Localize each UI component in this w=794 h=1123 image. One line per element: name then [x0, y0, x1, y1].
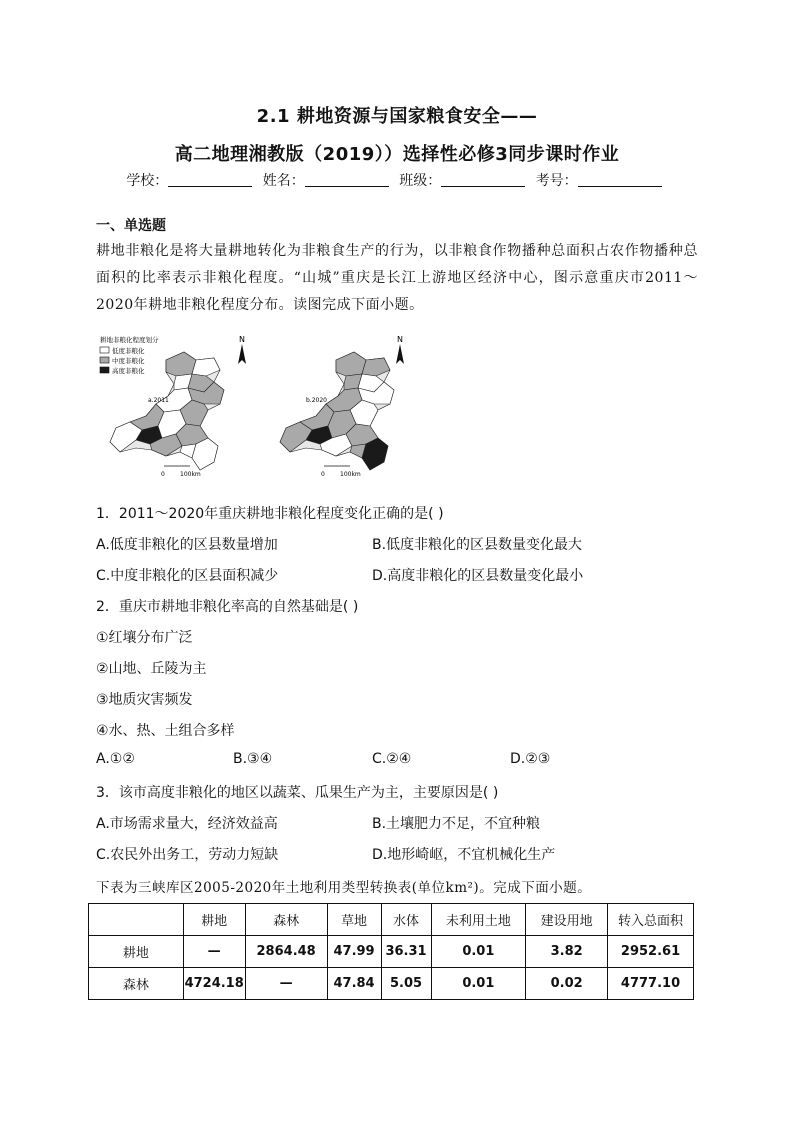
class-label: 班级： [399, 173, 442, 189]
title-line-2: 高二地理湘教版（2019））选择性必修3同步课时作业 [174, 144, 620, 165]
legend-swatch-high [100, 367, 109, 373]
q3-option-b[interactable]: B.土壤肥力不足，不宜种粮 [372, 816, 541, 832]
q2-option-d[interactable]: D.②③ [510, 751, 551, 767]
table-header-cell: 森林 [245, 904, 327, 936]
question-2-stem: 2．重庆市耕地非粮化率高的自然基础是( ) [96, 599, 359, 615]
student-info-row [0, 170, 794, 190]
legend-label-high: 高度非粮化 [112, 367, 145, 375]
school-blank [168, 172, 252, 187]
table-header-cell: 建设用地 [526, 904, 608, 936]
q1-option-c[interactable]: C.中度非粮化的区县面积减少 [96, 568, 279, 584]
legend-swatch-mid [100, 357, 109, 363]
question-3-stem: 3．该市高度非粮化的地区以蔬菜、瓜果生产为主，主要原因是( ) [96, 785, 499, 801]
q1-option-b[interactable]: B.低度非粮化的区县数量变化最大 [372, 537, 583, 553]
legend-label-mid: 中度非粮化 [112, 357, 145, 365]
table-row [89, 968, 694, 1000]
table-cell: 3.82 [526, 936, 608, 968]
q2-statement-3: ③地质灾害频发 [96, 692, 193, 708]
chongqing-map-figure [96, 330, 426, 480]
q2-statement-1: ①红壤分布广泛 [96, 630, 193, 646]
scale-zero-a: 0 [161, 471, 165, 478]
table-cell: 36.31 [381, 936, 431, 968]
table-cell: 0.01 [431, 936, 526, 968]
north-arrow-icon [396, 344, 404, 364]
table-header-cell: 水体 [381, 904, 431, 936]
map-b-label: b.2020 [306, 397, 327, 404]
reading-passage: 耕地非粮化是将大量耕地转化为非粮食生产的行为，以非粮食作物播种总面积占农作物播种总面积的比率表示非粮化程度。“山城”重庆是长江上游地区经济中心，图示意重庆市2011～2020年耕地非粮化程度分布。读图完成下面小题。 [96, 243, 698, 313]
q2-option-a[interactable]: A.①② [96, 751, 135, 767]
section-title: 一、单选题 [96, 218, 166, 234]
table-cell: 森林 [89, 968, 184, 1000]
school-label: 学校： [126, 173, 169, 189]
q2-option-b[interactable]: B.③④ [233, 751, 273, 767]
name-label: 姓名： [262, 173, 305, 189]
table-cell: 4777.10 [608, 968, 694, 1000]
title-line-1: 2.1 耕地资源与国家粮食安全—— [256, 106, 538, 127]
question-1-stem: 1．2011～2020年重庆耕地非粮化程度变化正确的是( ) [96, 506, 444, 522]
scale-label-a: 100km [180, 471, 201, 478]
scale-label-b: 100km [340, 471, 361, 478]
q1-option-d[interactable]: D.高度非粮化的区县数量变化最小 [372, 568, 584, 584]
table-intro: 下表为三峡库区2005-2020年土地利用类型转换表(单位km²)。完成下面小题。 [96, 880, 592, 896]
table-cell: 0.02 [526, 968, 608, 1000]
q3-option-c[interactable]: C.农民外出务工，劳动力短缺 [96, 847, 279, 863]
table-header-cell: 耕地 [183, 904, 245, 936]
table-header-cell: 未利用土地 [431, 904, 526, 936]
north-label-a: N [239, 335, 245, 344]
legend-swatch-low [100, 347, 109, 353]
table-cell: — [245, 968, 327, 1000]
q1-option-a[interactable]: A.低度非粮化的区县数量增加 [96, 537, 278, 553]
class-blank [441, 172, 525, 187]
map-2020 [280, 352, 394, 470]
q2-option-c[interactable]: C.②④ [372, 751, 412, 767]
table-cell: 2864.48 [245, 936, 327, 968]
table-cell: 47.99 [327, 936, 381, 968]
table-cell: — [183, 936, 245, 968]
scale-zero-b: 0 [321, 471, 325, 478]
table-cell: 耕地 [89, 936, 184, 968]
map-a-label: a.2011 [148, 397, 169, 404]
exam-number-blank [578, 172, 662, 187]
name-blank [305, 172, 389, 187]
table-header-cell: 转入总面积 [608, 904, 694, 936]
table-cell: 5.05 [381, 968, 431, 1000]
table-row [89, 936, 694, 968]
table-header-row [89, 904, 694, 936]
table-cell: 47.84 [327, 968, 381, 1000]
legend-label-low: 低度非粮化 [112, 347, 145, 355]
north-label-b: N [397, 335, 403, 344]
table-header-cell [89, 904, 184, 936]
north-arrow-icon [238, 344, 246, 364]
table-cell: 4724.18 [183, 968, 245, 1000]
q3-option-a[interactable]: A.市场需求量大，经济效益高 [96, 816, 278, 832]
exam-number-label: 考号： [535, 173, 578, 189]
legend-title: 耕地非粮化程度划分 [100, 336, 159, 344]
table-cell: 0.01 [431, 968, 526, 1000]
table-header-cell: 草地 [327, 904, 381, 936]
q2-statement-4: ④水、热、土组合多样 [96, 723, 235, 739]
q2-statement-2: ②山地、丘陵为主 [96, 661, 207, 677]
land-use-conversion-table [88, 903, 694, 1000]
table-cell: 2952.61 [608, 936, 694, 968]
q3-option-d[interactable]: D.地形崎岖，不宜机械化生产 [372, 847, 556, 863]
